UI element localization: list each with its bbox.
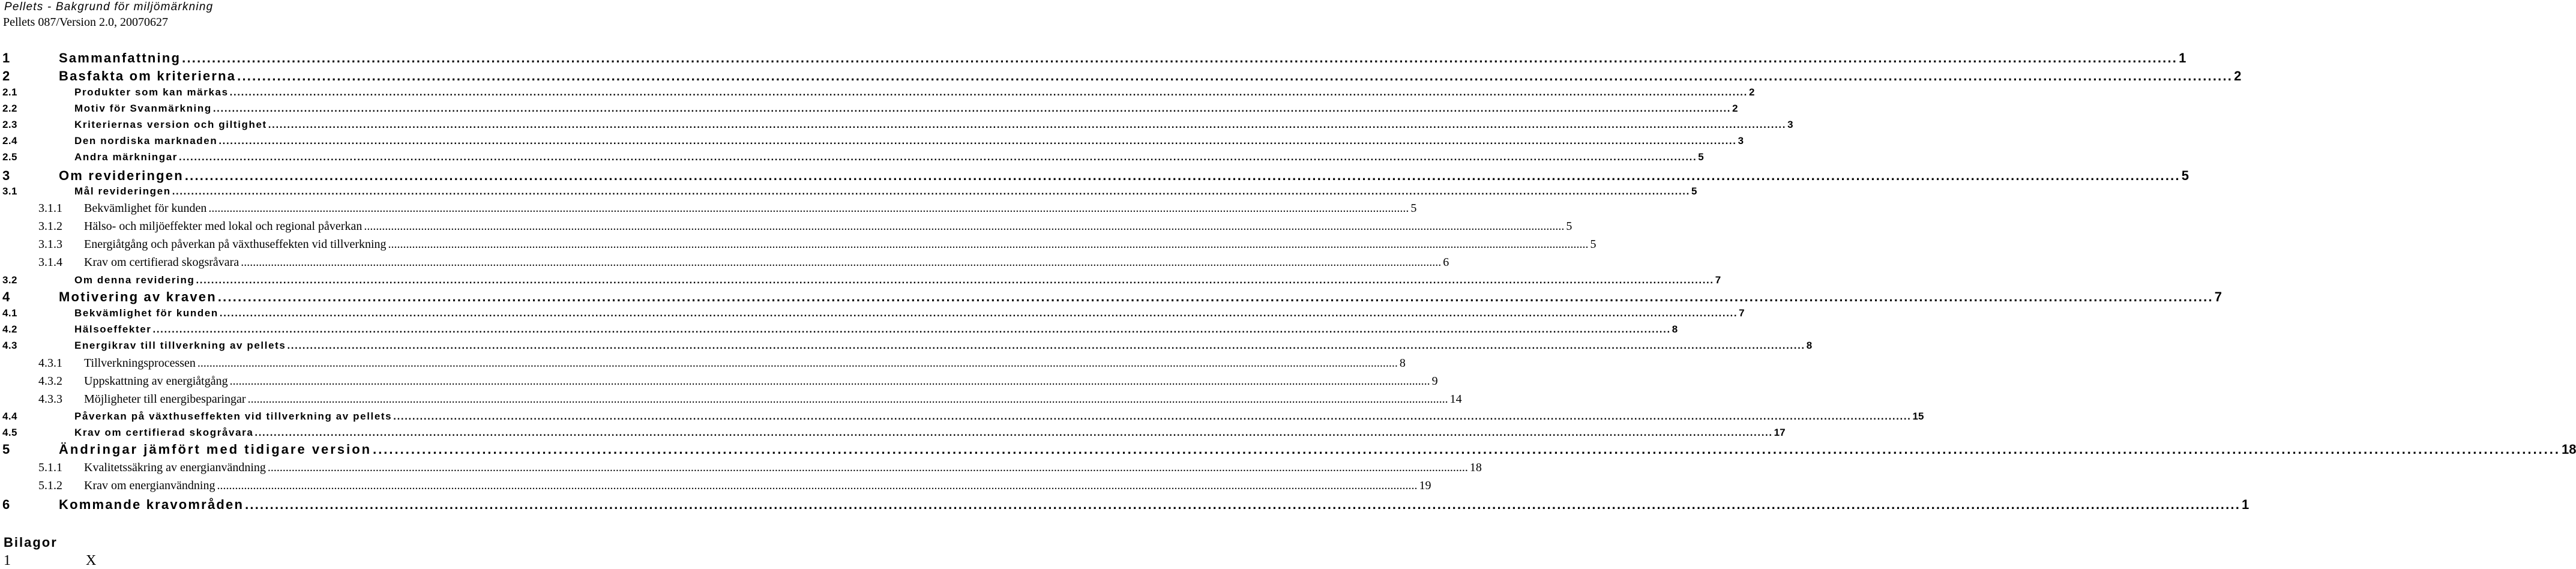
toc-leader: ................................................................................................................................................................................................................................................................................................................................................................................................................: [245, 497, 2241, 512]
toc-leader: ................................................................................................................................................................................................................................................................................................................................................................................................................: [219, 307, 1738, 319]
toc-page: 17: [1774, 427, 1786, 438]
toc-number: 5.1.2: [38, 479, 62, 492]
toc-page: 3: [1738, 135, 1744, 146]
toc-title: Om revideringen: [59, 168, 184, 183]
toc-page: 18: [2562, 442, 2576, 457]
toc-entry-3-1-4[interactable]: [0, 256, 1449, 272]
toc-number: 3: [2, 168, 11, 183]
toc-number: 4.3.1: [38, 357, 62, 370]
toc-page: 7: [2214, 289, 2222, 304]
toc-entry-4-3-2[interactable]: [0, 375, 1438, 391]
toc-page: 5: [1566, 220, 1572, 233]
toc-page: 18: [1469, 461, 1482, 474]
toc-page: 8: [1399, 357, 1406, 370]
toc-number: 2.2: [2, 103, 17, 114]
toc-page: 2: [1748, 86, 1755, 98]
toc-page: 19: [1419, 479, 1431, 492]
toc-leader: ................................................................................................................................................................................................................................................................................................................................................................................................................: [229, 86, 1748, 98]
toc-page: 8: [1806, 340, 1813, 351]
toc-leader: ................................................................................................................................................................................................................................................................................................................................................................................................................: [218, 135, 1737, 146]
toc-number: 4.4: [2, 411, 17, 422]
toc-number: 4.3.3: [38, 393, 62, 406]
toc-page: 1: [2179, 50, 2186, 65]
toc-title: Påverkan på växthuseffekten vid tillverkning av pellets: [74, 411, 393, 422]
toc-entry-2-1[interactable]: [0, 86, 1755, 102]
toc-number: 2.4: [2, 135, 17, 146]
toc-leader: ................................................................................................................................................................................................................................................................................................................................................................................................................: [179, 151, 1697, 163]
toc-title: Möjligheter till energibesparingar: [84, 393, 246, 406]
toc-title: Kvalitetssäkring av energianvändning: [84, 461, 266, 474]
appendix-heading: Bilagor: [4, 535, 58, 550]
toc-number: 2.3: [2, 119, 17, 130]
toc-page: 5: [1691, 185, 1697, 197]
toc-title: Bekvämlighet för kunden: [74, 307, 218, 319]
toc-entry-4-3-3[interactable]: [0, 393, 1462, 409]
toc-leader: ................................................................................................................................................................................................................................................................................................................................................................................................................: [247, 393, 1448, 406]
toc-title: Energiåtgång och påverkan på växthuseffekten vid tillverkning: [84, 238, 387, 251]
toc-leader: ................................................................................................................................................................................................................................................................................................................................................................................................................: [208, 202, 1409, 215]
toc-number: 5.1.1: [38, 461, 62, 474]
toc-entry-2[interactable]: [0, 68, 2242, 86]
toc-title: Hälso- och miljöeffekter med lokal och regional påverkan: [84, 220, 363, 233]
toc-page: 7: [1715, 274, 1721, 286]
toc-page: 5: [1698, 151, 1704, 163]
toc-leader: ................................................................................................................................................................................................................................................................................................................................................................................................................: [254, 427, 1773, 438]
toc-title: Ändringar jämfört med tidigare version: [59, 442, 372, 457]
toc-leader: ................................................................................................................................................................................................................................................................................................................................................................................................................: [212, 103, 1732, 114]
toc-leader: ................................................................................................................................................................................................................................................................................................................................................................................................................: [287, 340, 1805, 351]
toc-page: 8: [1672, 324, 1678, 335]
toc-page: 2: [2234, 68, 2242, 83]
toc-entry-2-4[interactable]: [0, 135, 1744, 151]
toc-number: 5: [2, 442, 12, 457]
toc-number: 6: [2, 497, 11, 512]
toc-entry-4[interactable]: [0, 289, 2222, 307]
toc-title: Krav om energianvändning: [84, 479, 215, 492]
toc-title: Krav om certifierad skogsråvara: [84, 256, 239, 269]
toc-page: 15: [1912, 411, 1924, 422]
toc-title: Kommande kravområden: [59, 497, 244, 512]
toc-leader: ................................................................................................................................................................................................................................................................................................................................................................................................................: [241, 256, 1442, 269]
toc-title: Basfakta om kriterierna: [59, 68, 236, 83]
toc-title: Kriteriernas version och giltighet: [74, 119, 267, 130]
toc-title: Krav om certifierad skogråvara: [74, 427, 254, 438]
toc-page: 1: [2242, 497, 2249, 512]
toc-entry-1[interactable]: [0, 50, 2186, 68]
toc-entry-2-3[interactable]: [0, 119, 1793, 134]
toc-title: Energikrav till tillverkning av pellets: [74, 340, 286, 351]
toc-entry-4-5[interactable]: [0, 427, 1786, 442]
toc-leader: ................................................................................................................................................................................................................................................................................................................................................................................................................: [393, 411, 1912, 422]
toc-entry-4-4[interactable]: [0, 411, 1924, 426]
toc-number: 2: [2, 68, 11, 83]
toc-page: 5: [1410, 202, 1417, 215]
toc-page: 3: [1787, 119, 1793, 130]
toc-page: 7: [1739, 307, 1745, 319]
toc-title: Den nordiska marknaden: [74, 135, 218, 146]
toc-entry-4-2[interactable]: [0, 324, 1678, 339]
toc-number: 4.5: [2, 427, 17, 438]
toc-leader: ................................................................................................................................................................................................................................................................................................................................................................................................................: [373, 442, 2560, 457]
toc-number: 3.1.4: [38, 256, 62, 269]
toc-leader: ................................................................................................................................................................................................................................................................................................................................................................................................................: [388, 238, 1589, 251]
toc-number: 3.2: [2, 274, 17, 286]
toc-title: Uppskattning av energiåtgång: [84, 375, 228, 388]
toc-number: 4.3: [2, 340, 17, 351]
toc-leader: ................................................................................................................................................................................................................................................................................................................................................................................................................: [152, 324, 1671, 335]
toc-entry-4-3[interactable]: [0, 340, 1813, 355]
toc-entry-3-1[interactable]: [0, 185, 1697, 201]
toc-page: 5: [1590, 238, 1596, 251]
toc-title: Hälsoeffekter: [74, 324, 152, 335]
toc-leader: ................................................................................................................................................................................................................................................................................................................................................................................................................: [196, 274, 1714, 286]
toc-number: 4.3.2: [38, 375, 62, 388]
toc-title: Bekvämlighet för kunden: [84, 202, 207, 215]
toc-title: Sammanfattning: [59, 50, 181, 65]
toc-entry-2-5[interactable]: [0, 151, 1704, 167]
toc-entry-5-1-1[interactable]: [0, 461, 1482, 478]
toc-entry-3-1-2[interactable]: [0, 220, 1572, 236]
toc-entry-3-1-1[interactable]: [0, 202, 1417, 218]
toc-entry-4-3-1[interactable]: [0, 357, 1406, 373]
toc-number: 4: [2, 289, 11, 304]
toc-leader: ................................................................................................................................................................................................................................................................................................................................................................................................................: [184, 168, 2180, 183]
toc-number: 1: [2, 50, 11, 65]
toc-leader: ................................................................................................................................................................................................................................................................................................................................................................................................................: [217, 289, 2213, 304]
toc-entry-3-2[interactable]: [0, 274, 1721, 290]
toc-entry-2-2[interactable]: [0, 103, 1738, 118]
toc-entry-5[interactable]: [0, 442, 2576, 460]
toc-number: 2.5: [2, 151, 17, 163]
toc-page: 14: [1449, 393, 1462, 406]
toc-entry-3-1-3[interactable]: [0, 238, 1596, 254]
toc-leader: ................................................................................................................................................................................................................................................................................................................................................................................................................: [197, 357, 1398, 370]
toc-entry-3[interactable]: [0, 168, 2189, 186]
toc-page: 5: [2181, 168, 2189, 183]
toc-title: Andra märkningar: [74, 151, 178, 163]
toc-leader: ................................................................................................................................................................................................................................................................................................................................................................................................................: [182, 50, 2178, 65]
appendix-item-title[interactable]: X: [86, 553, 97, 568]
toc-leader: ................................................................................................................................................................................................................................................................................................................................................................................................................: [172, 185, 1690, 197]
toc-title: Om denna revidering: [74, 274, 195, 286]
toc-leader: ................................................................................................................................................................................................................................................................................................................................................................................................................: [268, 119, 1787, 130]
toc-title: Motivering av kraven: [59, 289, 217, 304]
toc-entry-6[interactable]: [0, 497, 2249, 515]
document-version: Pellets 087/Version 2.0, 20070627: [3, 16, 168, 29]
toc-title: Produkter som kan märkas: [74, 86, 229, 98]
toc-title: Motiv för Svanmärkning: [74, 103, 212, 114]
appendix-item-number: 1: [4, 553, 11, 568]
toc-leader: ................................................................................................................................................................................................................................................................................................................................................................................................................: [217, 479, 1418, 492]
toc-page: 9: [1431, 375, 1438, 388]
toc-leader: ................................................................................................................................................................................................................................................................................................................................................................................................................: [237, 68, 2233, 83]
toc-leader: ................................................................................................................................................................................................................................................................................................................................................................................................................: [229, 375, 1430, 388]
toc-entry-4-1[interactable]: [0, 307, 1745, 323]
toc-page: 2: [1732, 103, 1738, 114]
toc-number: 3.1.2: [38, 220, 62, 233]
toc-number: 3.1.3: [38, 238, 62, 251]
toc-entry-5-1-2[interactable]: [0, 479, 1431, 496]
toc-number: 4.2: [2, 324, 17, 335]
toc-number: 3.1.1: [38, 202, 62, 215]
toc-page: 6: [1443, 256, 1449, 269]
toc-leader: ................................................................................................................................................................................................................................................................................................................................................................................................................: [267, 461, 1468, 474]
document-title: Pellets - Bakgrund för miljömärkning: [4, 1, 214, 13]
toc-leader: ................................................................................................................................................................................................................................................................................................................................................................................................................: [364, 220, 1565, 233]
toc-number: 3.1: [2, 185, 17, 197]
toc-title: Tillverkningsprocessen: [84, 357, 196, 370]
toc-number: 2.1: [2, 86, 17, 98]
toc-title: Mål revideringen: [74, 185, 171, 197]
toc-number: 4.1: [2, 307, 17, 319]
